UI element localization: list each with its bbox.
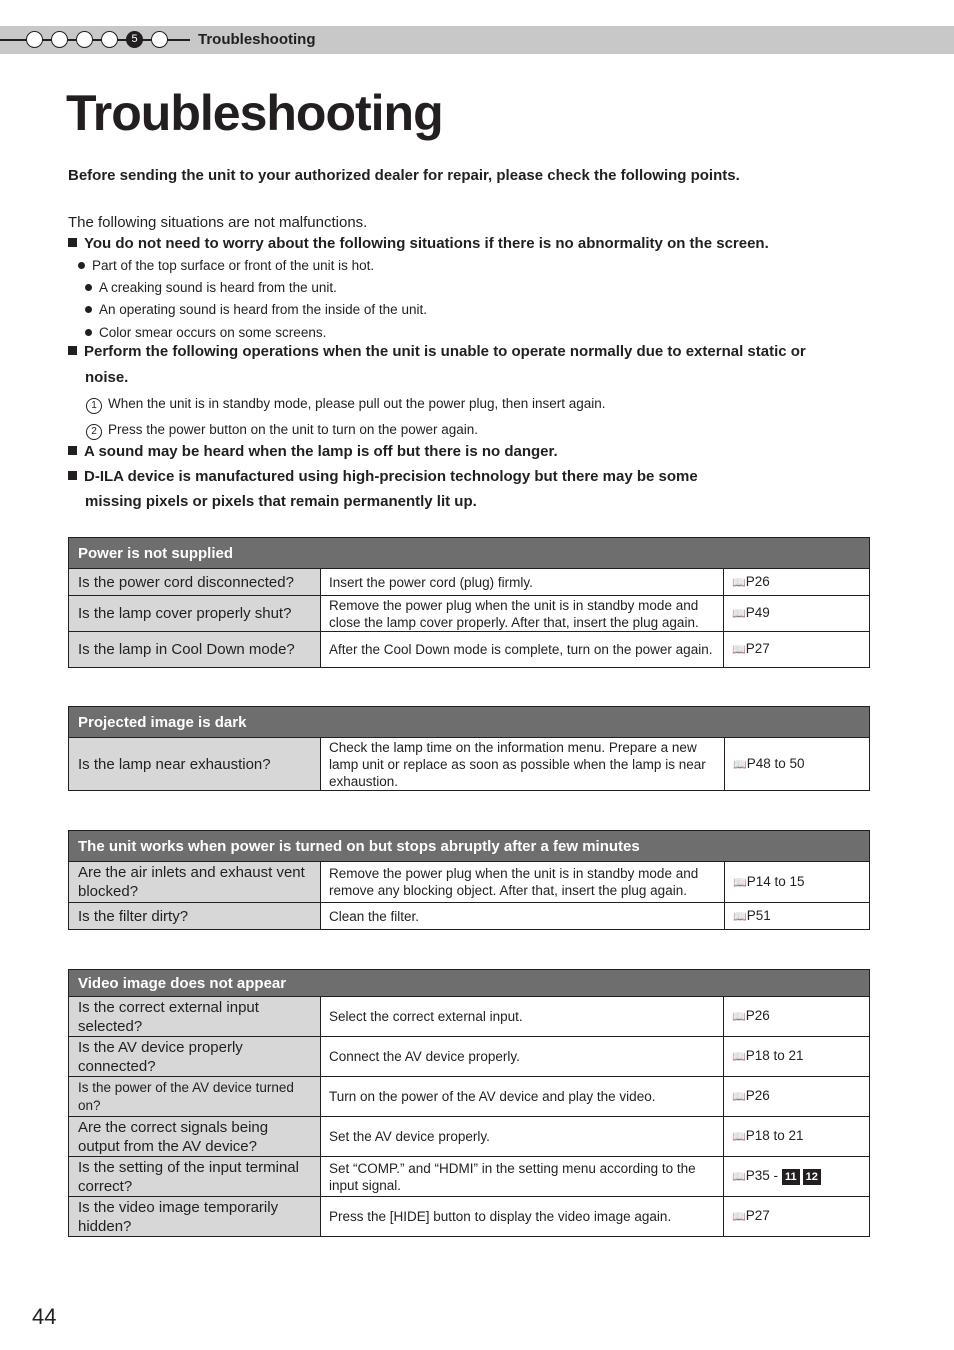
chapter-dot [151, 31, 168, 48]
troubleshooting-table-video [68, 969, 870, 1237]
question-cell: Is the filter dirty? [69, 903, 321, 930]
bullet-icon [78, 262, 85, 269]
reference-text: P18 to 21 [745, 1128, 804, 1143]
list-item-text: Color smear occurs on some screens. [99, 325, 327, 340]
troubleshooting-table-power [68, 537, 870, 668]
question-cell: Is the video image temporarily hidden? [69, 1197, 321, 1237]
table-row [69, 1077, 870, 1117]
answer-cell: Set “COMP.” and “HDMI” in the setting menu according to the input signal. [321, 1157, 724, 1197]
step-number: 1 [86, 398, 102, 414]
intro-text: Before sending the unit to your authorized dealer for repair, please check the following points. [68, 167, 740, 184]
answer-cell: Press the [HIDE] button to display the video image again. [321, 1197, 724, 1237]
reference-text: P26 [745, 573, 770, 589]
question-cell: Is the power cord disconnected? [69, 569, 321, 596]
question-cell: Are the air inlets and exhaust vent blocked? [69, 862, 321, 903]
chapter-dot-current: 5 [126, 31, 143, 48]
table-row [69, 632, 870, 668]
question-cell: Is the setting of the input terminal correct? [69, 1157, 321, 1197]
section-heading-text: D-ILA device is manufactured using high-precision technology but there may be some [84, 468, 698, 485]
reference-text: P27 [745, 1208, 770, 1223]
book-icon: 📖 [732, 1051, 745, 1063]
square-bullet-icon [68, 238, 77, 247]
reference-cell [724, 1077, 870, 1117]
answer-cell: Remove the power plug when the unit is in standby mode and close the lamp cover properly. After that, insert the plug again. [321, 596, 724, 632]
list-item-text: Part of the top surface or front of the unit is hot. [92, 258, 375, 273]
book-icon: 📖 [733, 910, 746, 923]
reference-text: P26 [745, 1008, 770, 1023]
reference-cell [724, 1117, 870, 1157]
table-row [69, 903, 870, 930]
reference-text: P48 to 50 [746, 755, 805, 771]
reference-cell [724, 596, 870, 632]
chapter-indicator [26, 31, 168, 48]
list-item [85, 280, 337, 295]
not-malfunctions-text: The following situations are not malfunctions. [68, 214, 368, 231]
reference-text: P27 [745, 641, 770, 656]
answer-cell: Set the AV device properly. [321, 1117, 724, 1157]
table-row [69, 569, 870, 596]
reference-cell [725, 903, 870, 930]
section-heading-text: A sound may be heard when the lamp is off but there is no danger. [84, 443, 558, 460]
table-row [69, 1157, 870, 1197]
header-title: Troubleshooting [198, 31, 316, 48]
list-item [85, 325, 326, 340]
page-title: Troubleshooting [66, 85, 443, 141]
square-bullet-icon [68, 446, 77, 455]
book-icon: 📖 [732, 1211, 745, 1223]
book-icon: 📖 [732, 1091, 745, 1103]
chapter-dot [76, 31, 93, 48]
reference-text: P18 to 21 [745, 1048, 804, 1063]
section-heading-text: Perform the following operations when the unit is unable to operate normally due to external static or [84, 343, 806, 360]
page-number: 44 [32, 1304, 57, 1329]
table-title: Power is not supplied [69, 538, 870, 569]
reference-cell [724, 632, 870, 668]
section-heading [68, 443, 558, 460]
chapter-dot [51, 31, 68, 48]
question-cell: Is the AV device properly connected? [69, 1037, 321, 1077]
question-cell: Are the correct signals being output from the AV device? [69, 1117, 321, 1157]
reference-cell [724, 1197, 870, 1237]
book-icon: 📖 [732, 1131, 745, 1143]
answer-cell: Clean the filter. [321, 903, 725, 930]
answer-cell: Select the correct external input. [321, 997, 724, 1037]
reference-cell [724, 1157, 870, 1197]
answer-cell: Check the lamp time on the information menu. Prepare a new lamp unit or replace as soon as possible when the lamp is near exhaustion. [321, 738, 725, 791]
section-heading [68, 343, 806, 360]
book-icon: 📖 [732, 1011, 745, 1023]
table-row [69, 1037, 870, 1077]
book-icon: 📖 [732, 608, 745, 620]
book-icon: 📖 [733, 876, 746, 889]
section-heading [68, 468, 698, 485]
step-item [86, 422, 478, 440]
reference-text: P26 [745, 1088, 770, 1103]
table-row [69, 1197, 870, 1237]
book-icon: 📖 [732, 576, 745, 589]
answer-cell: After the Cool Down mode is complete, turn on the power again. [321, 632, 724, 668]
table-title: The unit works when power is turned on but stops abruptly after a few minutes [69, 831, 870, 862]
list-item-text: An operating sound is heard from the inside of the unit. [99, 302, 427, 317]
table-row [69, 862, 870, 903]
book-icon: 📖 [733, 758, 746, 771]
reference-cell [724, 997, 870, 1037]
reference-text: P49 [745, 605, 770, 620]
bullet-icon [85, 329, 92, 336]
step-item [86, 396, 606, 414]
question-cell: Is the lamp near exhaustion? [69, 738, 321, 791]
section-heading-continued: missing pixels or pixels that remain permanently lit up. [85, 493, 477, 510]
section-heading-text: You do not need to worry about the following situations if there is no abnormality on the screen. [84, 235, 769, 252]
reference-text: P51 [746, 907, 771, 923]
step-number: 2 [86, 424, 102, 440]
table-title: Video image does not appear [69, 970, 870, 997]
question-cell: Is the correct external input selected? [69, 997, 321, 1037]
chapter-dot [26, 31, 43, 48]
section-heading [68, 235, 769, 252]
chapter-dot [101, 31, 118, 48]
reference-cell [724, 569, 870, 596]
square-bullet-icon [68, 346, 77, 355]
list-item-text: A creaking sound is heard from the unit. [99, 280, 337, 295]
list-item [78, 258, 374, 273]
book-icon: 📖 [732, 644, 745, 656]
page-badge: 12 [803, 1169, 821, 1185]
reference-text: P14 to 15 [746, 873, 805, 889]
question-cell: Is the lamp cover properly shut? [69, 596, 321, 632]
table-row [69, 738, 870, 791]
step-text: When the unit is in standby mode, please pull out the power plug, then insert again. [108, 396, 606, 411]
reference-cell [724, 1037, 870, 1077]
answer-cell: Remove the power plug when the unit is in standby mode and remove any blocking object. After that, insert the plug again. [321, 862, 725, 903]
table-row [69, 997, 870, 1037]
reference-text: P35 - [745, 1168, 778, 1183]
table-title: Projected image is dark [69, 707, 870, 738]
answer-cell: Turn on the power of the AV device and play the video. [321, 1077, 724, 1117]
bullet-icon [85, 306, 92, 313]
reference-cell [725, 862, 870, 903]
bullet-icon [85, 284, 92, 291]
table-row [69, 1117, 870, 1157]
question-cell: Is the lamp in Cool Down mode? [69, 632, 321, 668]
section-heading-continued: noise. [85, 369, 129, 386]
answer-cell: Connect the AV device properly. [321, 1037, 724, 1077]
step-text: Press the power button on the unit to turn on the power again. [108, 422, 478, 437]
book-icon: 📖 [732, 1171, 745, 1183]
page-badge: 11 [782, 1169, 800, 1185]
troubleshooting-table-dark [68, 706, 870, 791]
troubleshooting-table-stops [68, 830, 870, 930]
square-bullet-icon [68, 471, 77, 480]
reference-cell [725, 738, 870, 791]
table-row [69, 596, 870, 632]
answer-cell: Insert the power cord (plug) firmly. [321, 569, 724, 596]
list-item [85, 302, 427, 317]
question-cell: Is the power of the AV device turned on? [69, 1077, 321, 1117]
